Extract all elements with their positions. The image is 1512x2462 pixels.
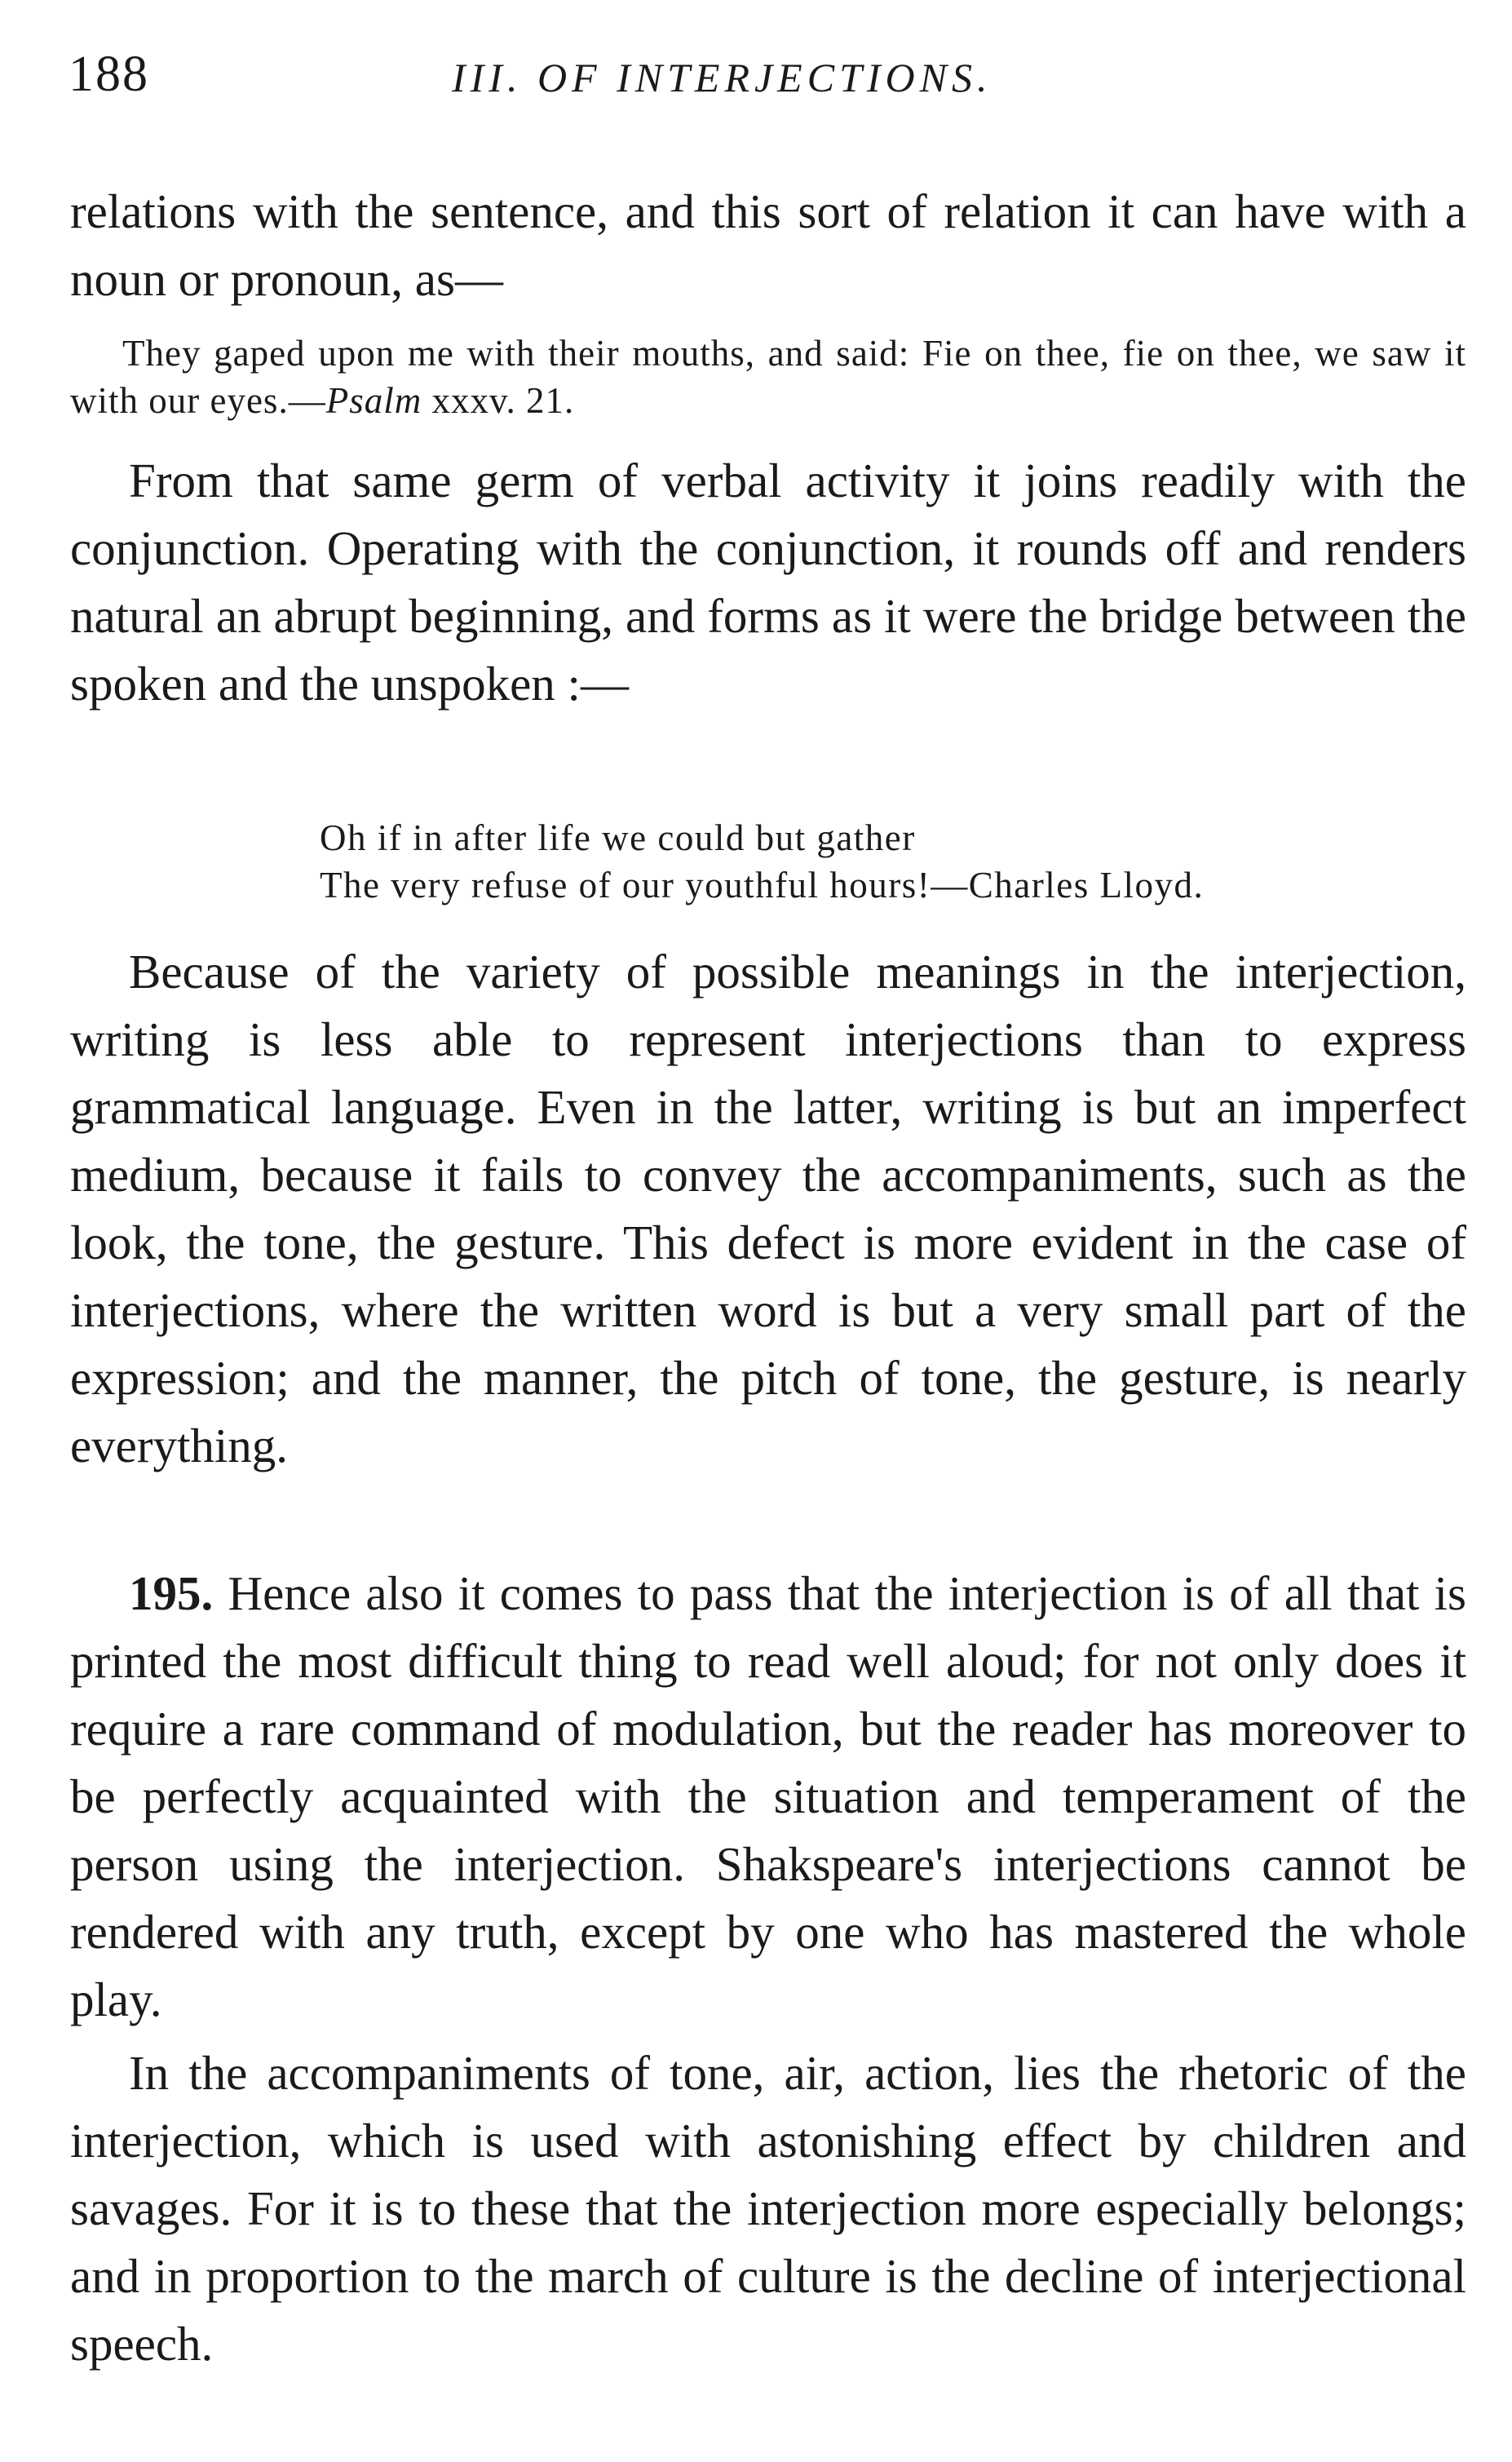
page-number: 188 xyxy=(69,46,149,102)
section-number: 195. xyxy=(129,1566,214,1620)
quotation-psalm xyxy=(70,330,1466,424)
paragraph-1: relations with the sentence, and this sort of relation it can have with a noun or pronoun, as— xyxy=(70,184,1466,306)
paragraph-4 xyxy=(70,1560,1466,2034)
paragraph-3: Because of the variety of possible meanings in the interjection, writing is less able to represent interjections than to express grammatical language. Even in the latter, writing is but an imperfect medium, because it fails to convey the accompaniments, such as the look, the tone, the gesture. This defect is more evident in the case of interjections, where the written word is but a very small part of the expression; and the manner, the pitch of tone, the gesture, is nearly everything. xyxy=(70,945,1466,1472)
paragraph-2: From that same germ of verbal activity it joins readily with the conjunction. Operating with the conjunction, it rounds off and renders natural an abrupt beginning, and forms as it were the bridge between the spoken and the unspoken :— xyxy=(70,454,1466,711)
quotation-psalm-source: Psalm xyxy=(325,380,422,421)
running-head: III. OF INTERJECTIONS. xyxy=(452,55,993,100)
quotation-psalm-text: They gaped upon me with their mouths, and said: Fie on thee, fie on thee, we saw it with our eyes.— xyxy=(70,333,1466,421)
paragraph-5: In the accompaniments of tone, air, action, lies the rhetoric of the interjection, which is used with astonishing effect by children and savages. For it is to these that the interjection more especially belongs; and in proportion to the march of culture is the decline of interjectional speech. xyxy=(70,2046,1466,2371)
verse-line-1: Oh if in after life we could but gather xyxy=(320,817,916,858)
paragraph-4-text: Hence also it comes to pass that the interjection is of all that is printed the most difficult thing to read well aloud; for not only does it require a rare command of modulation, but the reader has moreover to be perfectly acquainted with the situation and temperament of the person using the interjection. Shakspeare's interjections cannot be rendered with any truth, except by one who has mastered the whole play. xyxy=(70,1566,1466,2026)
quotation-psalm-reference: xxxv. 21. xyxy=(422,380,575,421)
verse-line-2: The very refuse of our youthful hours!—Charles Lloyd. xyxy=(320,865,1205,906)
verse-quotation xyxy=(320,814,1478,909)
page-header xyxy=(69,46,1471,119)
